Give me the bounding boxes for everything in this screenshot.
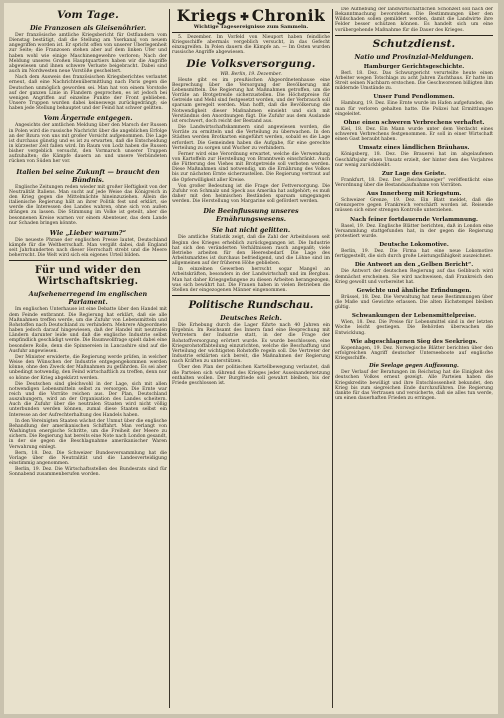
subheading: Aufsehenerregend im englischen Parlament.: [28, 290, 148, 307]
section-heading-wirtschaftskrieg: Für und wider den Wirtschaftskrieg.: [34, 265, 142, 288]
subheading: Italien bei seine Zukunft — braucht den Bündnis.: [16, 167, 160, 184]
column-left: [9, 7, 167, 710]
news-item-heading: Deutsche Lokomotive.: [379, 242, 449, 249]
news-item-heading: Hamburger Gerichtsgeschichte.: [363, 63, 465, 70]
article-paragraph: Berl. 18. Dez. Das Schwurgericht verurteilte heute einen Arbeiter wegen Totschlags zu acht Jahren Zuchthaus. Er hatte im Streit seinen Nachbarn erstochen. Die Geschworenen billigten ihm mildernde Umstände zu.: [335, 70, 493, 92]
section-heading-schutzdienst: Schutzdienst.: [372, 37, 456, 50]
column-middle: [172, 7, 330, 710]
news-item-heading: Die Seelage gegen Auffassung.: [369, 363, 459, 370]
section-heading-volksversorgung: Die Volksversorgung.: [186, 57, 316, 70]
news-item-heading: Die Antwort an den „Gelben Bericht“.: [354, 262, 474, 269]
subheading: Die Beeinflussung unseres Ernährungswesens.: [203, 207, 299, 224]
article-paragraph: Der französische amtliche Kriegsbericht für Ostflandern vom Dienstag bestätigt, daß die Stellung am Yserkanal von neuem angegriffen worden ist. Er spricht offen von unserer Überlegenheit zur Seite; die Franzosen stehen aber auf dem linken Ufer und haben wohl wie einige Maschinengewehre verloren; Nach der Meldung unseres Großen Hauptquartiers haben wir die Angriffe abgewiesen und ihnen schwere Verluste beigebracht. Dabei sind auch im Nordwesten neue Vorstöße gescheitert.: [9, 33, 167, 75]
article-paragraph: Angesichts der amtlichen Meldung über den Marsch der Russen in Polen wird die russische Nachricht über die angeblichen Erfolge an der Bzura von uns mit großer Vorsicht aufgenommen. Die Lage ist durchaus günstig und es ist zu erwarten, daß die Entscheidung in kürzester Zeit fallen wird. Im Raum von Lodz haben die Russen bisher vergeblich versucht, den Vormarsch unserer Truppen aufzuhalten; die Kämpfe dauern an und unsere Verbündeten rücken von Süden her vor.: [9, 123, 167, 165]
article-paragraph: Die Deutschen sind gleichwohl in der Lage, sich mit allen notwendigen Lebensmitteln selbst zu versorgen. Die Ernte war reich und die Vorräte reichen aus. Der Plan, Deutschland auszuhungern, wird an der Organisation des Landes scheitern. Auch die Zufuhr über die neutralen Staaten wird nicht völlig unterbunden werden können, zumal diese Staaten selbst ein Interesse an der Aufrechterhaltung des Handels haben.: [9, 381, 167, 418]
divider: [172, 32, 330, 33]
news-item-heading: Unser Fund Pendlommen.: [373, 94, 455, 101]
article-paragraph: Königsberg, 18. Dez. Die Brauerei hat im abgelaufenen Geschäftsjahr einen Umsatz erzielt, der hinter dem des Vorjahres nur wenig zurückbleibt.: [335, 152, 493, 168]
news-item-heading: Ohne einen schweren Verbrechens verhaftet.: [343, 119, 485, 126]
masthead-title: [172, 7, 330, 24]
article-paragraph: Die Aufhebung der landwirtschaftlichen Schonzeit soll nach der Bekanntmachung bevorstehen. Die Bestimmungen über den Wildschaden sollen gemildert werden, damit die Landwirte ihre Felder besser schützen können. Es handelt sich um eine vorübergehende Maßnahme für die Dauer des Krieges.: [335, 7, 493, 33]
iron-cross-icon: [239, 12, 250, 23]
article-paragraph: Ferner wird eine Verordnung erwartet, welche die Verwendung von Kartoffeln zur Herstellung von Branntwein einschränkt. Auch die Fütterung des Viehes mit Brotgetreide soll verboten werden. Diese Maßnahmen sind notwendig, um die Ernährung des Volkes bis zur nächsten Ernte sicherzustellen. Die Regierung vertraut auf die Opferwilligkeit aller Kreise.: [172, 151, 330, 183]
article-paragraph: Die Antwort der deutschen Regierung auf das Gelbbuch wird demnächst erscheinen. Sie wird nachweisen, daß Frankreich den Krieg gewollt und vorbereitet hat.: [335, 269, 493, 285]
column-rule-left: [169, 9, 170, 708]
article-paragraph: Die Erhebung durch die Lager führte nach 40 Jahren ein Ergebnis. Im Reichsamt des Innern fand eine Besprechung mit Vertretern der Industrie statt, in der die Frage der Rohstoffversorgung erörtert wurde. Es wurde beschlossen, eine Kriegsrohstoffabteilung einzurichten, welche die Beschaffung und Verteilung der wichtigsten Rohstoffe regeln soll. Die Vertreter der Industrie erklärten sich bereit, die Maßnahmen der Regierung nach Kräften zu unterstützen.: [172, 323, 330, 365]
subheading: Deutsches Reich.: [220, 314, 282, 323]
news-item-heading: Wie abgeschlagenen Sieg des Seekriegs.: [350, 338, 478, 345]
masthead-kriegs-chronik: [172, 7, 330, 30]
article-paragraph: Brüssel, 18. Dez. Die Verwaltung hat neue Bestimmungen über die Maße und Gewichte erlassen. Die alten Eichstempel bleiben gültig.: [335, 294, 493, 311]
divider: [172, 295, 330, 296]
article-paragraph: Von großer Bedeutung ist die Frage der Fettversorgung. Die Zufuhr von Schmalz und Speck aus Amerika hat aufgehört; es muß daher mit den heimischen Beständen sparsam umgegangen werden. Die Herstellung von Margarine soll gefördert werden.: [172, 183, 330, 205]
article-paragraph: In den Vereinigten Staaten wächst der Unmut über die englische Behandlung der amerikanischen Schiffahrt. Man verlangt von Washington energische Schritte, um die Freiheit der Meere zu sichern. Die Regierung hat bereits eine Note nach London gesandt, in der sie gegen die Beschlagnahme amerikanischer Waren Verwahrung einlegt.: [9, 418, 167, 450]
article-paragraph: Frankfurt, 18. Dez. Der „Reichsanzeiger“ veröffentlicht eine Verordnung über die Bestandsaufnahme von Vorräten.: [335, 177, 493, 188]
news-item-heading: Zur Lage des Geiste.: [381, 170, 447, 177]
article-paragraph: Nach dem Ausweis des französischen Kriegsberichtes verlautet erneut, daß eine Nachrichtenübermittlung nach Paris gegen die Deutschen unmöglich geworden sei. Man hat von einem Vorstoße auf der ganzen Linie in Flandern gesprochen, es ist jedoch bei wenigen Angriffen auf einzelne Punkte der Front geblieben. Unsere Truppen wurden dabei keineswegs zurückgedrängt; sie haben jede Stellung behauptet und der Feind hat schwer gelitten.: [9, 75, 167, 112]
column-rule-right: [332, 9, 333, 708]
dateline: WB. Berlin, 19. Dezember.: [220, 71, 282, 77]
column-right: [335, 7, 493, 710]
subheading: Die Franzosen als Gleisenöhrier.: [29, 24, 147, 32]
subheading: Sie hat nicht gelitten.: [211, 226, 291, 235]
subheading: Vom Ärgernde entgegen.: [43, 114, 133, 123]
subheading: Wie „Lieber warum?“: [49, 228, 127, 237]
divider: [335, 35, 493, 36]
newspaper-page: [4, 3, 498, 714]
news-item-heading: Nach feiner fortdauernde Verlammnung.: [349, 216, 478, 223]
article-paragraph: Schweizer Grenze, 19. Dez. Ein Blatt meldet, daß die Grenzsperre gegen Frankreich verschärft worden ist. Reisende müssen sich einer strengen Kontrolle unterziehen.: [335, 198, 493, 214]
article-paragraph: 5. Dezember. Im Vorfeld von Nieuport haben feindliche Kriegsschiffe abermals vergeblich versucht, in das Gefecht einzugreifen. In Polen dauern die Kämpfe an. — Im Osten wurden russische Angriffe abgewiesen.: [172, 35, 330, 56]
section-heading-vom-tage: Vom Tage.: [56, 9, 120, 21]
article-paragraph: Die amtliche Statistik zeigt, daß die Zahl der Arbeitslosen seit Beginn des Krieges erheblich zurückgegangen ist. Die Industrie hat sich den veränderten Verhältnissen rasch angepaßt; viele Betriebe arbeiten für den Heeresbedarf. Die Lage des Arbeitsmarktes ist durchaus befriedigend, und die Löhne sind im allgemeinen auf der früheren Höhe geblieben.: [172, 235, 330, 267]
news-item-heading: Aus Innerberg mit Kriegstum.: [366, 191, 462, 198]
article-paragraph: Der Minister erwiderte, die Regierung werde prüfen, in welcher Weise den Wünschen der Industrie entgegengekommen werden könne, ohne den Zweck der Maßnahmen zu gefährden. Es sei aber unbedingt notwendig, den Feind wirtschaftlich zu treffen, denn nur so könne der Krieg abgekürzt werden.: [9, 354, 167, 381]
article-paragraph: Die Landwirtschaftskammern sind angewiesen worden, die Vorräte zu ermitteln und die Verteilung zu überwachen. In den Städten werden Brotkarten eingeführt werden, sobald es die Lage erfordert. Die Gemeinden haben die Aufgabe, für eine gerechte Verteilung zu sorgen und Wucher zu verhindern.: [172, 125, 330, 151]
article-paragraph: Kiel, 18. Dez. Ein Mann wurde unter dem Verdacht eines schweren Verbrechens festgenommen. Er soll in einer Wirtschaft einen Gast beraubt haben.: [335, 126, 493, 143]
article-paragraph: Über den Plan der politischen Kartellbewegung verlautet, daß die Parteien sich während des Krieges jeder Auseinandersetzung enthalten wollen. Der Burgfriede soll gewahrt bleiben, bis der Friede geschlossen ist.: [172, 365, 330, 386]
news-item-heading: Umsatz eines ländlichen Bräuhaus.: [358, 145, 470, 152]
masthead-title-right: Chronik: [251, 7, 326, 25]
article-paragraph: Berlin, 19. Dez. Die Firma hat eine neue Lokomotive fertiggestellt, die sich durch große Leistungsfähigkeit auszeichnet.: [335, 249, 493, 260]
section-heading-politische-rundschau: Politische Rundschau.: [188, 300, 314, 312]
article-paragraph: Die neueste Phrase der englischen Presse lautet, Deutschland kämpfe für die Weltherrschaft. Man vergißt dabei, daß England seit Jahrhunderten nach dieser Herrschaft strebt und die Meere beherrscht. Die Welt wird sich ein eigenes Urteil bilden.: [9, 237, 167, 259]
article-paragraph: Der Verlauf der Beratungen im Reichstag hat die Einigkeit des deutschen Volkes erneut gezeigt. Alle Parteien haben die Kriegskredite bewilligt und ihre Entschlossenheit bekundet, den Krieg bis zum siegreichen Ende durchzuführen. Die Regierung dankte für das Vertrauen und versicherte, daß sie alles tun werde, um einen dauerhaften Frieden zu erringen.: [335, 370, 493, 402]
news-item-heading: Gewichte und ähnliche Erfindungen.: [356, 287, 472, 294]
article-paragraph: Wien, 18. Dez. Die Preise für Lebensmittel sind in der letzten Woche leicht gestiegen. Die Behörden überwachen die Entwicklung.: [335, 320, 493, 336]
article-paragraph: Kopenhagen, 19. Dez. Norwegische Blätter berichten über den erfolgreichen Angriff deutscher Unterseeboote auf englische Kriegsschiffe.: [335, 345, 493, 362]
article-paragraph: Bern, 18. Dez. Die Schweizer Bundesversammlung hat die Vorlage über die Neutralität und die Landesverteidigung einstimmig angenommen.: [9, 450, 167, 466]
article-paragraph: Basel, 19. Dez. Englische Blätter berichten, daß in London eine Versammlung stattgefunden hat, in der gegen die Regierung protestiert wurde.: [335, 223, 493, 239]
article-paragraph: Heute gibt es im preußischen Abgeordnetenhause eine Besprechung über die Versorgung der Bevölkerung mit Lebensmitteln. Die Regierung hat Maßnahmen getroffen, um die Vorräte an Brotgetreide sicherzustellen. Die Höchstpreise für Getreide und Mehl sind festgesetzt worden, und der Verbrauch soll sparsam geregelt werden. Man hofft, daß die Bevölkerung die Notwendigkeit dieser Maßnahmen einsieht und sich mit Verständnis den Anordnungen fügt. Die Zufuhr aus dem Auslande ist erschwert, doch reicht der Bestand aus.: [172, 77, 330, 124]
divider: [9, 260, 167, 261]
article-paragraph: Im englischen Unterhause ist eine Debatte über den Handel mit dem Feinde entbrannt. Die Regierung hat erklärt, daß sie alle Maßnahmen treffen werde, um die Zufuhr von Lebensmitteln und Rohstoffen nach Deutschland zu verhindern. Mehrere Abgeordnete haben jedoch darauf hingewiesen, daß der Handel mit neutralen Ländern darunter leide und daß die englische Industrie selbst empfindlich geschädigt werde. Die Baumwollfrage spielt dabei eine besondere Rolle, denn die Spinnereien in Lancashire sind auf die Ausfuhr angewiesen.: [9, 307, 167, 354]
article-paragraph: In einzelnen Gewerben herrscht sogar Mangel an Arbeitskräften, besonders in der Landwirtschaft und im Bergbau. Man hat daher Kriegsgefangene zu diesen Arbeiten herangezogen, was sich bewährt hat. Die Frauen haben in vielen Betrieben die Stellen der eingezogenen Männer eingenommen.: [172, 267, 330, 293]
article-paragraph: Berlin, 19. Dez. Die Wirtschaftsstellen des Bundesrats sind für Sonnabend zusammenberufen worden.: [9, 467, 167, 478]
news-item-heading: Schwankungen der Lebensmittelpreise.: [351, 313, 477, 320]
article-paragraph: Hamburg, 19. Dez. Eine Ernte wurde im Hafen aufgefunden, die man für verloren gehalten hatte. Die Polizei hat Ermittlungen eingeleitet.: [335, 101, 493, 117]
subheading: Natio und Provinzial-Meldungen.: [354, 52, 474, 61]
masthead-tagline: Wichtige Tagesereignisse zum Sammeln.: [193, 24, 309, 30]
masthead-title-left: Kriegs: [176, 7, 237, 25]
article-paragraph: Englische Zeitungen reden wieder mit großer Heftigkeit von der Neutralität Italiens. Man sucht auf jede Weise das Königreich in den Krieg gegen die Mittelmächte hineinzuziehen. Allein die italienische Regierung hält an ihrer Politik fest und erklärt, sie werde die Interessen des Landes wahren, ohne sich von außen drängen zu lassen. Die Stimmung im Volke ist geteilt, aber die besonnenen Kreise warnen vor einem Abenteuer, das dem Lande nur Schaden bringen könnte.: [9, 184, 167, 226]
